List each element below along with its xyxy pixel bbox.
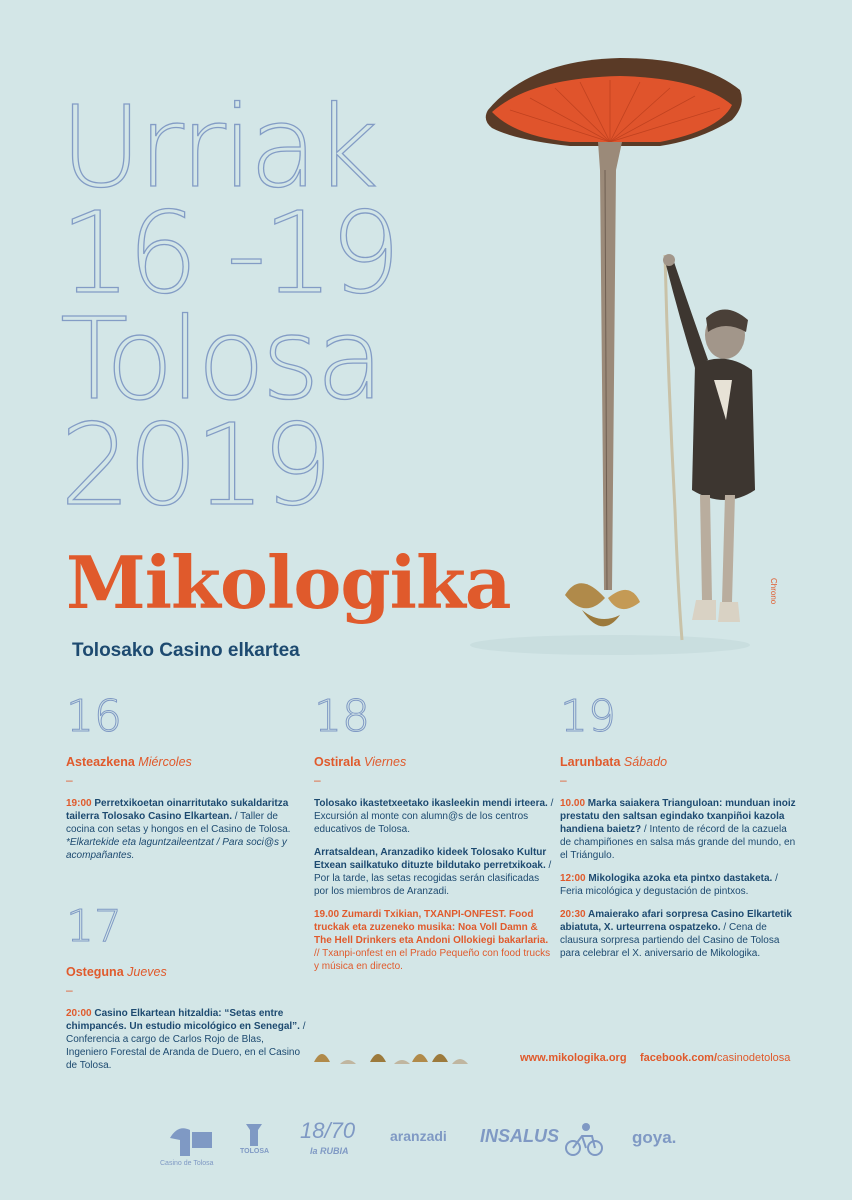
subtitle: Tolosako Casino elkartea (72, 640, 300, 661)
day-18-name (314, 755, 554, 769)
event-18-2 (314, 846, 554, 898)
website-link[interactable]: www.mikologika.org (520, 1052, 627, 1064)
day-19-dash: – (560, 773, 567, 787)
day-19-section (560, 691, 800, 960)
illustration-credit: Chrono (769, 578, 778, 605)
facebook-link-light: casinodetolosa (717, 1052, 791, 1064)
day-16-dash: – (66, 773, 73, 787)
event-title: Tolosako ikastetxeetako ikasleekin mendi irteera. (314, 798, 548, 809)
event-title: Perretxikoetan oinarritutako sukaldaritza tailerra Tolosako Casino Elkartean. (66, 798, 289, 822)
event-title: Casino Elkartean hitzaldia: “Setas entre chimpancés. Un estudio micológico en Senegal”. (66, 1008, 300, 1032)
brand-title: Mikologika (66, 540, 511, 625)
event-desc: / Por la tarde, las setas recogidas serán clasificadas por los miembros de Aranzadi. (314, 860, 552, 897)
tolosa-logo (244, 1122, 264, 1148)
leaves-decoration (312, 1044, 472, 1068)
event-desc: / Feria micológica y degustación de pintxos. (560, 873, 778, 897)
day-18-dash: – (314, 773, 321, 787)
day-16-name-eu: Asteazkena (66, 755, 135, 769)
sponsor-la-rubia: la RUBIA (310, 1146, 349, 1156)
day-19-number: 19 (560, 691, 616, 742)
facebook-link-bold: facebook.com/ (640, 1052, 718, 1064)
sponsor-logos (160, 1118, 700, 1168)
event-desc: / Cena de clausura sorpresa partiendo del Casino de Tolosa para celebrar el X. aniversario de Mikologika. (560, 922, 780, 959)
sponsor-aranzadi: aranzadi (390, 1128, 447, 1144)
casino-tolosa-logo (166, 1122, 214, 1158)
sponsor-tolosa: TOLOSA (240, 1148, 270, 1155)
day-18-name-eu: Ostirala (314, 755, 361, 769)
event-title: Mikologika azoka eta pintxo dastaketa. (585, 873, 773, 884)
day-16-section (66, 691, 306, 862)
day-16-name-es: Miércoles (138, 755, 192, 769)
event-time: 19:00 (66, 798, 92, 809)
event-time: 20:30 (560, 909, 586, 920)
day-19-name-eu: Larunbata (560, 755, 621, 769)
event-time: 10.00 (560, 798, 586, 809)
headline-year: 2019 (60, 401, 330, 531)
day-17-dash: – (66, 983, 73, 997)
event-19-1 (560, 797, 800, 862)
event-title: Arratsaldean, Aranzadiko kideek Tolosako Kultur Etxean sailkatuko dituzte bildutako perretxikoak. (314, 847, 547, 871)
headline-month: Urriak (60, 83, 375, 213)
facebook-link[interactable] (640, 1052, 790, 1064)
event-title: Marka saiakera Trianguloan: munduan inoiz prestatu den saltsan egindako txanpiñoi kazola handiena baietz? (560, 798, 796, 835)
event-19-2 (560, 872, 800, 898)
event-desc: / Taller de cocina con setas y hongos en el Casino de Tolosa. (66, 811, 291, 835)
event-desc: / Excursión al monte con alumn@s de los centros educativos de Tolosa. (314, 798, 554, 835)
event-note-eu: *Elkartekide eta laguntzaileentzat (66, 837, 214, 848)
day-17-name-eu: Osteguna (66, 965, 124, 979)
sponsor-insalus: INSALUS (480, 1126, 560, 1146)
day-17-section (66, 901, 306, 1072)
event-17-1 (66, 1007, 306, 1072)
event-16-1 (66, 797, 306, 862)
sponsor-1870: 18/70 (300, 1118, 356, 1143)
event-desc: / Intento de récord de la cazuela de champiñones en salsa más grande del mundo, en el Triángulo. (560, 824, 796, 861)
day-16-name (66, 755, 306, 769)
headline-town: Tolosa (60, 295, 381, 425)
day-16-number: 16 (66, 691, 122, 742)
event-19-3 (560, 908, 800, 960)
mushroom-child-illustration (470, 50, 810, 660)
bicycle-logo (564, 1120, 604, 1160)
event-time: 20:00 (66, 1008, 92, 1019)
sponsor-goya: goya. (632, 1128, 677, 1147)
day-19-name (560, 755, 800, 769)
sponsor-casino: Casino de Tolosa (160, 1160, 214, 1167)
event-desc: / Conferencia a cargo de Carlos Rojo de Blas, Ingeniero Forestal de Aranda de Duero, en el Casino de Tolosa. (66, 1021, 306, 1071)
event-note-es: / Para soci@s y acompañantes. (66, 837, 287, 861)
event-title: 19.00 Zumardi Txikian, TXANPI-ONFEST. Food truckak eta zuzeneko musika: Noa Voll Damn & The Hell Drinkers eta Andoni Ollokiegi bakarlaria. (314, 909, 549, 946)
event-title: Amaierako afari sorpresa Casino Elkartetik abiatuta, X. urteurrena ospatzeko. (560, 909, 792, 933)
event-time: 12:00 (560, 873, 586, 884)
event-desc: // Txanpi-onfest en el Prado Pequeño con food trucks y música en directo. (314, 948, 551, 972)
day-17-name-es: Jueves (127, 965, 167, 979)
day-17-name (66, 965, 306, 979)
day-17-number: 17 (66, 901, 122, 952)
day-18-number: 18 (314, 691, 370, 742)
headline-dates: 16 -19 (60, 189, 398, 319)
day-19-name-es: Sábado (623, 755, 668, 769)
event-18-1 (314, 797, 554, 836)
day-18-section (314, 691, 554, 973)
day-18-name-es: Viernes (364, 755, 407, 769)
event-18-3 (314, 908, 554, 973)
